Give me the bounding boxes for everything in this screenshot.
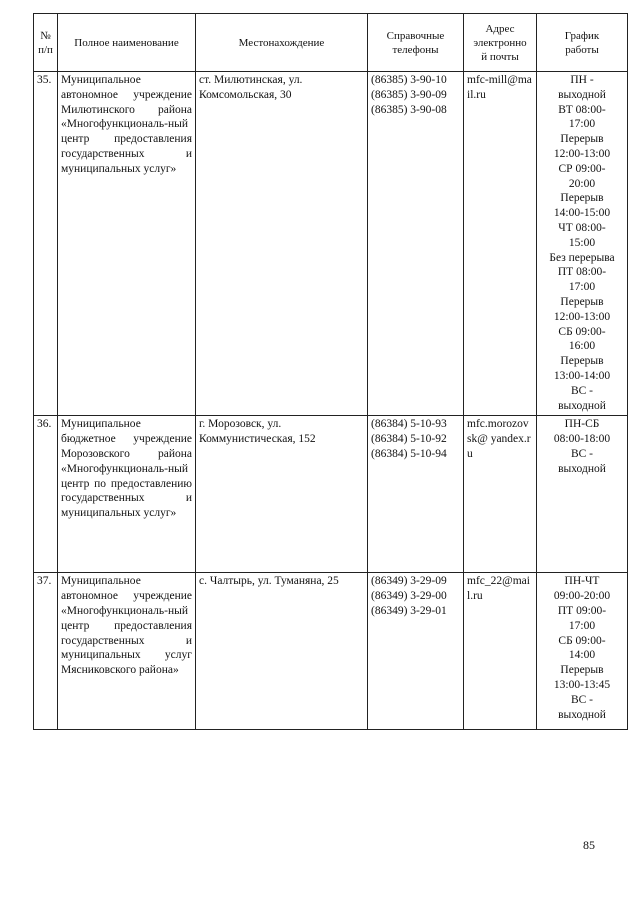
row-name: Муниципальное автономное учреждение Милютинского районa «Многофункциональ-ный центр предоставления государственных и муниципальных услуг» <box>58 72 196 416</box>
hours-line: 13:00-14:00 <box>553 369 611 382</box>
hours-line: 17:00 <box>568 118 596 131</box>
row-email <box>464 573 537 730</box>
header-num-text: № п/п <box>38 29 53 56</box>
table-row <box>34 416 628 573</box>
hours-line: 12:00-13:00 <box>553 147 611 160</box>
hours-line: выходной <box>558 708 606 721</box>
row-hours <box>537 416 628 573</box>
hours-line: ПН-ЧТ <box>564 575 600 588</box>
hours-line: ВС - <box>570 384 594 397</box>
row-hours <box>537 573 628 730</box>
hours-line: 14:00-15:00 <box>553 207 611 220</box>
row-phones <box>368 573 464 730</box>
hours-line: 09:00-20:00 <box>553 590 611 603</box>
phone-number: (86349) 3-29-01 <box>371 604 447 617</box>
header-hours-text: График работы <box>564 29 600 56</box>
row-name: Муниципальное бюджетное учреждение Морозовского района «Многофункциональ-ный центр по предоставлению государственных и муниципальных услуг» <box>58 416 196 573</box>
hours-line: выходной <box>558 462 606 475</box>
hours-line: СБ 09:00- <box>558 634 606 647</box>
hours-line: 17:00 <box>568 281 596 294</box>
phone-number: (86384) 5-10-93 <box>371 418 447 431</box>
phone-number: (86384) 5-10-94 <box>371 447 447 460</box>
header-name <box>58 14 196 72</box>
mfc-directory-table <box>33 13 628 730</box>
table-row <box>34 72 628 416</box>
row-location: ст. Милютинская, ул. Комсомольская, 30 <box>196 72 368 416</box>
hours-line: 12:00-13:00 <box>553 310 611 323</box>
phone-number: (86349) 3-29-09 <box>371 575 447 588</box>
row-hours <box>537 72 628 416</box>
header-hours <box>537 14 628 72</box>
phone-number: (86385) 3-90-08 <box>371 103 447 116</box>
table-row <box>34 573 628 730</box>
header-email <box>464 14 537 72</box>
hours-line: ПН - <box>570 74 594 86</box>
header-phones-text: Справочные телефоны <box>386 29 445 56</box>
email-address: mfc_22@mail.ru <box>467 575 530 603</box>
hours-line: 17:00 <box>568 619 596 632</box>
hours-line: ВС - <box>570 693 594 706</box>
row-phones <box>368 72 464 416</box>
hours-line: выходной <box>558 399 606 412</box>
header-email-text: Адрес электронно й почты <box>473 22 527 63</box>
hours-line: 14:00 <box>568 649 596 662</box>
row-location: с. Чалтырь, ул. Туманяна, 25 <box>196 573 368 730</box>
hours-line: 15:00 <box>568 236 596 249</box>
hours-line: Перерыв <box>560 355 604 368</box>
hours-line: СР 09:00- <box>558 162 606 175</box>
row-num: 36. <box>34 416 58 573</box>
row-phones <box>368 416 464 573</box>
hours-line: Перерыв <box>560 295 604 308</box>
row-email <box>464 416 537 573</box>
header-num <box>34 14 58 72</box>
hours-line: Перерыв <box>560 133 604 146</box>
row-num: 37. <box>34 573 58 730</box>
phone-number: (86385) 3-90-10 <box>371 74 447 86</box>
hours-line: СБ 09:00- <box>558 325 606 338</box>
phone-number: (86385) 3-90-09 <box>371 88 447 101</box>
hours-line: Перерыв <box>560 192 604 205</box>
header-location-text: Местонахождение <box>238 36 325 49</box>
phone-number: (86349) 3-29-00 <box>371 590 447 603</box>
table-header-row <box>34 14 628 72</box>
header-location <box>196 14 368 72</box>
hours-line: 08:00-18:00 <box>553 433 611 446</box>
email-address: mfc-mill@mail.ru <box>467 74 532 101</box>
hours-line: выходной <box>558 88 606 101</box>
hours-line: ПТ 08:00- <box>557 266 607 279</box>
hours-line: ПТ 09:00- <box>557 604 607 617</box>
phone-number: (86384) 5-10-92 <box>371 433 447 446</box>
row-num: 35. <box>34 72 58 416</box>
email-address: mfc.morozovsk@ yandex.ru <box>467 418 531 460</box>
hours-line: Перерыв <box>560 664 604 677</box>
hours-line: ВТ 08:00- <box>558 103 606 116</box>
header-name-text: Полное наименование <box>74 36 179 49</box>
hours-line: ЧТ 08:00- <box>558 221 606 234</box>
page-number: 85 <box>583 838 595 852</box>
hours-line: 20:00 <box>568 177 596 190</box>
hours-line: Без перерыва <box>549 251 615 264</box>
hours-line: ВС - <box>570 447 594 460</box>
row-name: Муниципальное автономное учреждение «Многофункциональ-ный центр предоставления государственных и муниципальных услуг Мясниковского района» <box>58 573 196 730</box>
hours-line: 16:00 <box>568 340 596 353</box>
header-phones <box>368 14 464 72</box>
row-email <box>464 72 537 416</box>
hours-line: 13:00-13:45 <box>553 678 611 691</box>
hours-line: ПН-СБ <box>564 418 600 431</box>
row-location: г. Морозовск, ул. Коммунистическая, 152 <box>196 416 368 573</box>
